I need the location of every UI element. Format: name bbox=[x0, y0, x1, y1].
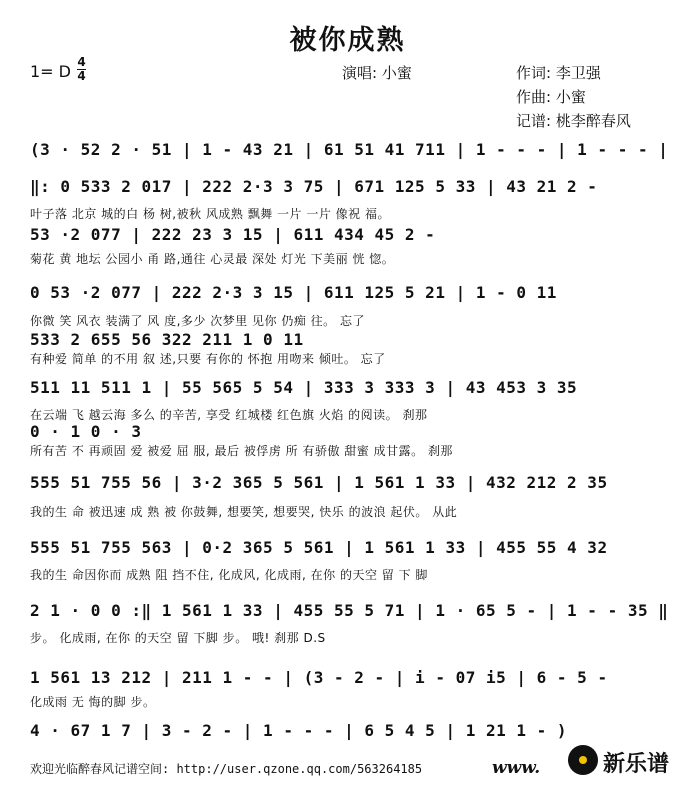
notation-line: 4 · 67 1 7 | 3 - 2 - | 1 - - - | 6 5 4 5 | 1 21 1 - ) bbox=[30, 721, 568, 740]
lyric-line: 我的生 命 被迅速 成 熟 被 你鼓舞, 想要笑, 想要哭, 快乐 的波浪 起伏。 从此 bbox=[30, 505, 458, 519]
time-signature bbox=[77, 56, 86, 83]
footer-text: 欢迎光临醉春风记谱空间: http://user.qzone.qq.com/563264185 bbox=[30, 762, 423, 776]
song-title: 被你成熟 bbox=[289, 25, 406, 56]
notation-line: (3 · 52 2 · 51 | 1 - 43 21 | 61 51 41 711 | 1 - - - | 1 - - - | bbox=[30, 140, 669, 159]
lyric-line: 在云端 飞 越云海 多么 的辛苦, 享受 红城楼 红色旗 火焰 的阅读。 刹那 bbox=[30, 408, 428, 422]
logo-icon bbox=[568, 745, 598, 775]
notation-line: 555 51 755 56 | 3·2 365 5 561 | 1 561 1 33 | 432 212 2 35 bbox=[30, 473, 608, 492]
lyric-line: 步。 化成雨, 在你 的天空 留 下脚 步。 哦! 刹那 D.S bbox=[30, 631, 326, 645]
notation-line: 0 · 1 0 · 3 bbox=[30, 422, 142, 441]
lyric-line: 有种爱 简单 的不用 叙 述,只要 有你的 怀抱 用吻来 倾吐。 忘了 bbox=[30, 352, 386, 366]
lyric-line: 叶子落 北京 城的白 杨 树,被秋 风成熟 飘舞 一片 一片 像祝 福。 bbox=[30, 207, 390, 221]
time-sig-top: 4 bbox=[77, 55, 86, 69]
lyric-line: 菊花 黄 地坛 公园小 甬 路,通往 心灵最 深处 灯光 下美丽 恍 惚。 bbox=[30, 252, 395, 266]
singer-credit: 演唱: 小蜜 bbox=[342, 64, 412, 82]
notation-line: 1 561 13 212 | 211 1 - - | (3 - 2 - | i - 07 i5 | 6 - 5 - bbox=[30, 668, 608, 687]
lyricist-credit: 作词: 李卫强 bbox=[516, 64, 601, 82]
transcriber-credit: 记谱: 桃李醉春风 bbox=[516, 112, 631, 130]
notation-line: 2 1 · 0 0 :‖ 1 561 1 33 | 455 55 5 71 | 1 · 65 5 - | 1 - - 35 ‖ bbox=[30, 601, 669, 620]
composer-credit: 作曲: 小蜜 bbox=[516, 88, 586, 106]
watermark-url: www. bbox=[492, 758, 541, 778]
notation-line: 53 ·2 077 | 222 23 3 15 | 611 434 45 2 - bbox=[30, 225, 436, 244]
logo-text: 新乐谱 bbox=[603, 752, 670, 777]
notation-line: ‖: 0 533 2 017 | 222 2·3 3 75 | 671 125 5 33 | 43 21 2 - bbox=[30, 177, 598, 196]
lyric-line: 化成雨 无 悔的脚 步。 bbox=[30, 695, 156, 709]
notation-line: 0 53 ·2 077 | 222 2·3 3 15 | 611 125 5 21 | 1 - 0 11 bbox=[30, 283, 557, 302]
lyric-line: 所有苦 不 再顽固 爱 被爱 屈 服, 最后 被俘虏 所 有骄傲 甜蜜 成甘露。 刹那 bbox=[30, 444, 453, 458]
time-sig-bottom: 4 bbox=[77, 69, 86, 83]
lyric-line: 我的生 命因你而 成熟 阻 挡不住, 化成风, 化成雨, 在你 的天空 留 下 脚 bbox=[30, 568, 428, 582]
key-signature: 1= D bbox=[30, 62, 71, 81]
notation-line: 555 51 755 563 | 0·2 365 5 561 | 1 561 1 33 | 455 55 4 32 bbox=[30, 538, 608, 557]
notation-line: 511 11 511 1 | 55 565 5 54 | 333 3 333 3 | 43 453 3 35 bbox=[30, 378, 578, 397]
lyric-line: 你微 笑 风衣 装满了 风 度,多少 次梦里 见你 仍痴 往。 忘了 bbox=[30, 314, 365, 328]
notation-line: 533 2 655 56 322 211 1 0 11 bbox=[30, 330, 304, 349]
